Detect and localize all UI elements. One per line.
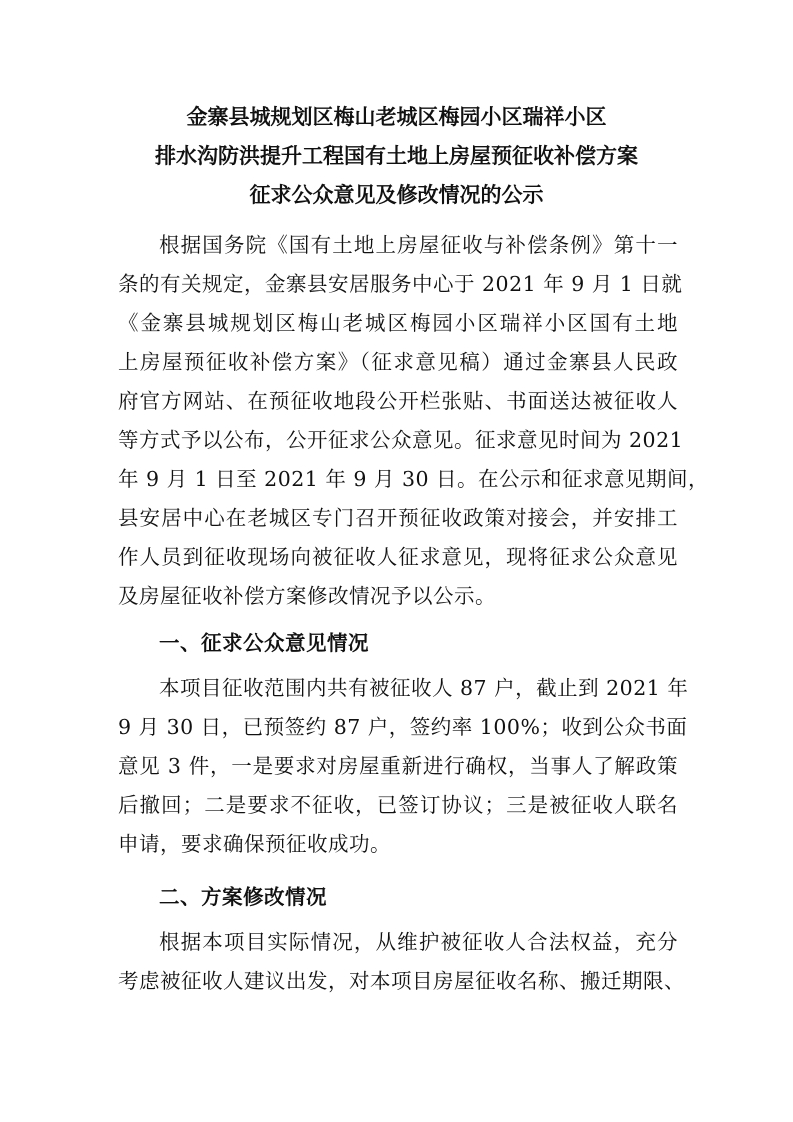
- intro-line-10: 及房屋征收补偿方案修改情况予以公示。: [118, 584, 496, 608]
- intro-line-1: 根据国务院《国有土地上房屋征收与补偿条例》第十一: [159, 233, 678, 257]
- title-line-2: 排水沟防洪提升工程国有土地上房屋预征收补偿方案: [155, 144, 638, 168]
- section-1-line-3: 意见 3 件，一是要求对房屋重新进行确权，当事人了解政策: [118, 754, 678, 778]
- section-1-line-4: 后撤回；二是要求不征收，已签订协议；三是被征收人联名: [118, 793, 678, 817]
- intro-line-9: 作人员到征收现场向被征收人征求意见，现将征求公众意见: [118, 545, 678, 569]
- section-1-line-2: 9 月 30 日，已预签约 87 户，签约率 100%；收到公众书面: [118, 715, 688, 739]
- intro-line-5: 府官方网站、在预征收地段公开栏张贴、书面送达被征收人: [118, 389, 678, 413]
- section-1-heading: 一、征求公众意见情况: [159, 631, 369, 655]
- section-1-line-5: 申请，要求确保预征收成功。: [118, 832, 391, 856]
- section-2-line-1: 根据本项目实际情况，从维护被征收人合法权益，充分: [159, 930, 678, 954]
- section-2-paragraph: [118, 923, 685, 1001]
- section-2-line-2: 考虑被征收人建议出发，对本项目房屋征收名称、搬迁期限、: [118, 969, 685, 993]
- section-1-paragraph: [118, 669, 689, 864]
- title-line-1: 金寨县城规划区梅山老城区梅园小区瑞祥小区: [186, 105, 607, 129]
- intro-line-4: 上房屋预征收补偿方案》（征求意见稿）通过金寨县人民政: [118, 350, 678, 374]
- document-body: [118, 226, 710, 1001]
- section-2-heading: 二、方案修改情况: [159, 885, 327, 909]
- intro-line-2: 条的有关规定，金寨县安居服务中心于 2021 年 9 月 1 日就: [118, 272, 683, 296]
- intro-line-6: 等方式予以公布，公开征求公众意见。征求意见时间为 2021: [118, 428, 684, 452]
- intro-line-7: 年 9 月 1 日至 2021 年 9 月 30 日。在公示和征求意见期间，: [118, 467, 710, 491]
- title-line-3: 征求公众意见及修改情况的公示: [249, 183, 544, 207]
- section-1-line-1: 本项目征收范围内共有被征收人 87 户，截止到 2021 年: [159, 676, 689, 700]
- intro-line-3: 《金寨县城规划区梅山老城区梅园小区瑞祥小区国有土地: [118, 311, 678, 335]
- intro-paragraph: [118, 226, 710, 616]
- intro-line-8: 县安居中心在老城区专门召开预征收政策对接会，并安排工: [118, 506, 678, 530]
- document-title: [0, 98, 793, 215]
